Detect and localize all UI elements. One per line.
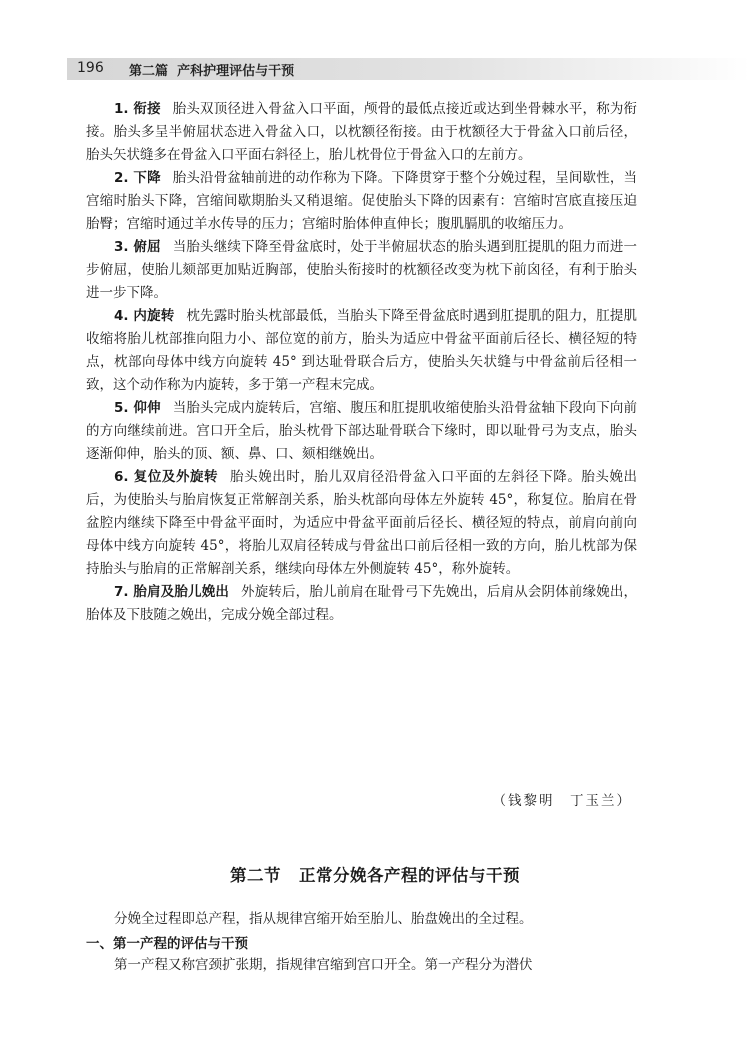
subsection-body — [86, 954, 637, 977]
step-term: 6. 复位及外旋转 — [114, 469, 219, 485]
intro-paragraph: 分娩全过程即总产程，指从规律宫缩开始至胎儿、胎盘娩出的全过程。 — [114, 911, 533, 927]
step-term: 5. 仰伸 — [114, 400, 161, 416]
paragraph — [86, 397, 637, 466]
section-title-text: 正常分娩各产程的评估与干预 — [299, 866, 520, 885]
step-term: 2. 下降 — [114, 170, 161, 186]
step-term: 3. 俯屈 — [114, 239, 161, 255]
paragraph — [86, 98, 637, 167]
section-heading — [0, 862, 750, 886]
section-intro — [86, 908, 637, 931]
paragraph — [86, 466, 637, 581]
step-text: 当胎头完成内旋转后，宫缩、腹压和肛提肌收缩使胎头沿骨盆轴下段向下向前的方向继续前进。宫口开全后，胎头枕骨下部达耻骨联合下缘时，即以耻骨弓为支点，胎头逐渐仰伸，胎头的顶、额、鼻、口、颏相继娩出。 — [86, 400, 638, 462]
subsection-heading: 一、第一产程的评估与干预 — [86, 936, 248, 952]
header-chapter: 产科护理评估与干预 — [177, 64, 295, 79]
step-text: 枕先露时胎头枕部最低，当胎头下降至骨盆底时遇到肛提肌的阻力，肛提肌收缩将胎儿枕部推向阻力小、部位宽的前方，胎头为适应中骨盆平面前后径长、横径短的特点，枕部向母体中线方向旋转 45° 到达耻骨联合后方，使胎头矢状缝与中骨盆前后径相一致，这个动作称为内旋转，多于第一产程末完成。 — [86, 308, 638, 393]
header-part: 第二篇 — [129, 64, 169, 79]
section-number: 第二节 — [230, 866, 281, 885]
paragraph — [86, 581, 637, 627]
paragraph — [86, 236, 637, 305]
mechanism-steps — [86, 98, 637, 627]
page-number: 196 — [77, 60, 104, 76]
header-title — [129, 60, 294, 79]
step-text: 胎头娩出时，胎儿双肩径沿骨盆入口平面的左斜径下降。胎头娩出后，为使胎头与胎肩恢复正常解剖关系，胎头枕部向母体左外旋转 45°，称复位。胎肩在骨盆腔内继续下降至中骨盆平面时，为适应中骨盆平面前后径长、横径短的特点，前肩向前向母体中线方向旋转 45°，将胎儿双肩径转成与骨盆出口前后径相一致的方向，胎儿枕部为保持胎头与胎肩的正常解剖关系，继续向母体左外侧旋转 45°，称外旋转。 — [86, 469, 638, 577]
step-text: 胎头双顶径进入骨盆入口平面，颅骨的最低点接近或达到坐骨棘水平，称为衔接。胎头多呈半俯屈状态进入骨盆入口，以枕额径衔接。由于枕额径大于骨盆入口前后径，胎头矢状缝多在骨盆入口平面右斜径上，胎儿枕骨位于骨盆入口的左前方。 — [86, 101, 638, 163]
step-term: 1. 衔接 — [114, 101, 161, 117]
running-header — [67, 58, 750, 80]
step-term: 4. 内旋转 — [114, 308, 175, 324]
author-credit: （钱黎明 丁玉兰） — [492, 793, 632, 809]
tail-paragraph: 第一产程又称宫颈扩张期，指规律宫缩到宫口开全。第一产程分为潜伏 — [114, 957, 533, 973]
step-text: 外旋转后，胎儿前肩在耻骨弓下先娩出，后肩从会阴体前缘娩出，胎体及下肢随之娩出，完成分娩全部过程。 — [86, 584, 638, 623]
step-text: 当胎头继续下降至骨盆底时，处于半俯屈状态的胎头遇到肛提肌的阻力而进一步俯屈，使胎儿颏部更加贴近胸部，使胎头衔接时的枕额径改变为枕下前囟径，有利于胎头进一步下降。 — [86, 239, 638, 301]
step-term: 7. 胎肩及胎儿娩出 — [114, 584, 230, 600]
step-text: 胎头沿骨盆轴前进的动作称为下降。下降贯穿于整个分娩过程，呈间歇性，当宫缩时胎头下降，宫缩间歇期胎头又稍退缩。促使胎头下降的因素有：宫缩时宫底直接压迫胎臀；宫缩时通过羊水传导的压力；宫缩时胎体伸直伸长；腹肌膈肌的收缩压力。 — [86, 170, 638, 232]
paragraph — [86, 167, 637, 236]
paragraph — [86, 305, 637, 397]
